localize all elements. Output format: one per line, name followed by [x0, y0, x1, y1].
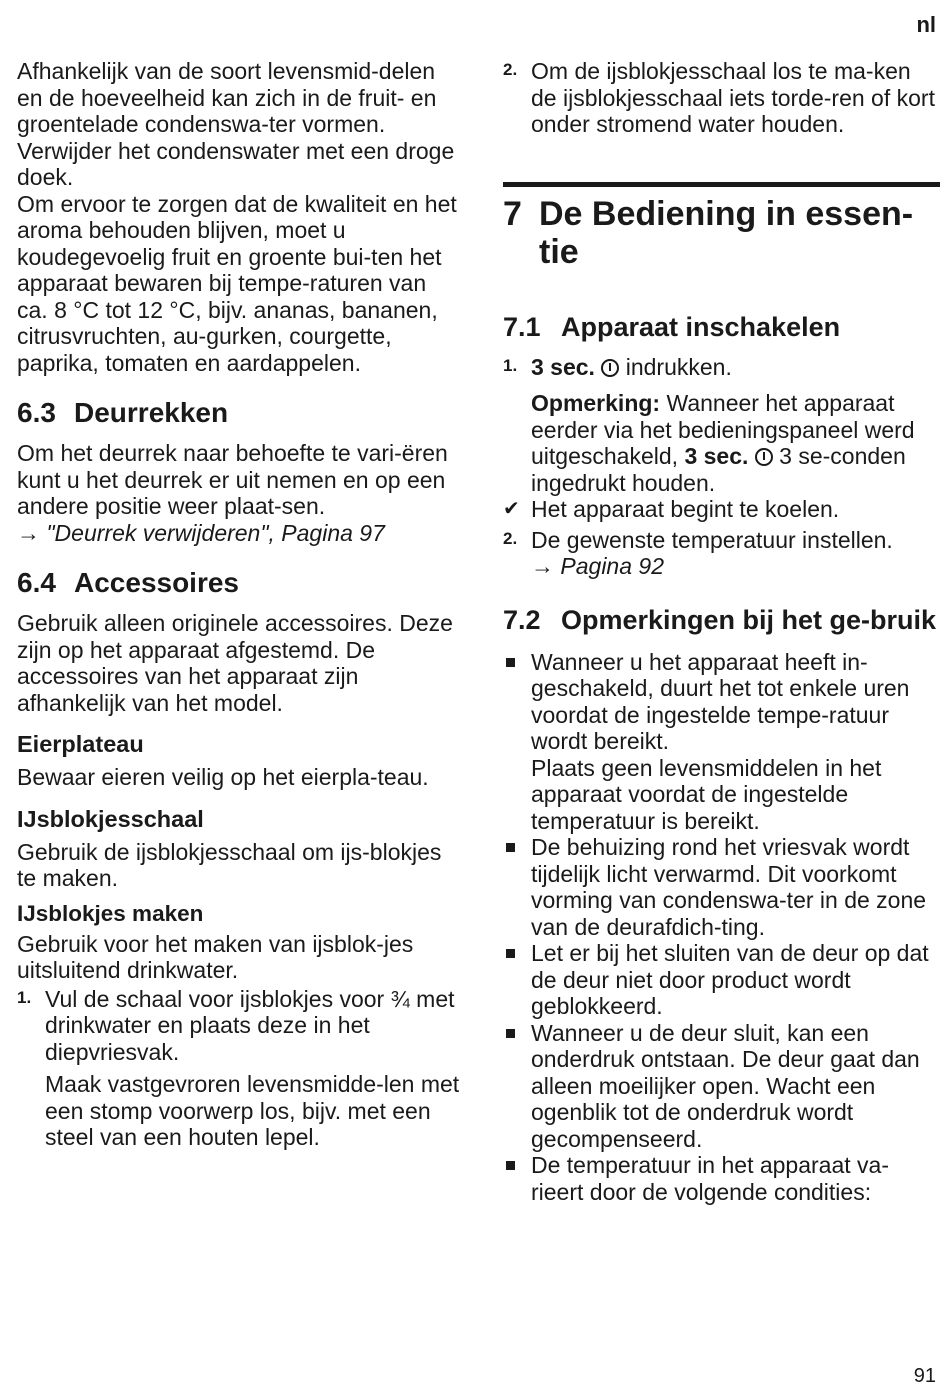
step-text: De gewenste temperatuur instellen.: [531, 526, 893, 553]
step-number: 1.: [503, 355, 518, 375]
instruction-step: [503, 527, 940, 580]
list-item-text: Wanneer u de deur sluit, kan een onderdruk ontstaan. De deur gaat dan alleen moeilijker open. Wacht een ogenblik tot de onderdruk wordt gecompenseerd.: [531, 1019, 920, 1152]
step-note: Maak vastgevroren levensmidde-len met een stomp voorwerp los, bijv. met een steel van een houten lepel.: [45, 1071, 460, 1150]
section-title: Accessoires: [74, 567, 240, 598]
instruction-step: [503, 354, 940, 497]
list-item-text: De behuizing rond het vriesvak wordt tijdelijk licht verwarmd. Dit voorkomt vorming van condenswa-ter in de zone van de deurafdich-ting.: [531, 834, 927, 940]
intro-paragraph: Om ervoor te zorgen dat de kwaliteit en het aroma behouden blijven, moet u koudegevoelig fruit en groente bui-ten het apparaat bewaren bij tempe-raturen van ca. 8 °C tot 12 °C, bijv. ananas, bananen, citrusvruchten, au-gurken, courgette, paprika, tomaten en aardappelen.: [17, 190, 457, 376]
section-title: Apparaat inschakelen: [561, 311, 841, 342]
subheading-ijsblokjesschaal: IJsblokjesschaal: [17, 805, 204, 832]
intro-paragraph: Verwijder het condenswater met een droge doek.: [17, 137, 455, 190]
bullet-list: [503, 649, 940, 1206]
section-title: Opmerkingen bij het ge-bruik: [561, 604, 937, 635]
list-item-text: Let er bij het sluiten van de deur op dat de deur niet door product wordt geblokkeerd.: [531, 940, 929, 1019]
section-text: Bewaar eieren veilig op het eierpla-teau.: [17, 764, 429, 790]
section-text: Gebruik alleen originele accessoires. Deze zijn op het apparaat afgestemd. De accessoires van het apparaat zijn afhankelijk van het model.: [17, 610, 453, 716]
chapter-title-text: De Bediening in essen-tie: [539, 194, 914, 271]
step-number: 1.: [17, 987, 32, 1007]
list-item: [503, 649, 940, 835]
note-text: 3 se-conden ingedrukt houden.: [531, 443, 906, 496]
list-item-text: Wanneer u het apparaat heeft in-geschakeld, duurt het tot enkele uren voordat de ingestelde tempe-ratuur wordt bereikt.: [531, 648, 910, 754]
power-button-icon: [755, 448, 773, 466]
section-number: 6.3: [17, 397, 56, 428]
note-label: Opmerking:: [531, 390, 661, 416]
step-text: indrukken.: [625, 353, 732, 380]
cross-reference-link[interactable]: → Pagina 92: [531, 553, 664, 579]
result-line: [503, 496, 940, 523]
list-item: [503, 1020, 940, 1153]
page-number: 91: [913, 1365, 936, 1387]
intro-paragraph: Afhankelijk van de soort levensmid-delen en de hoeveelheid kan zich in de fruit- en groentelade condenswa-ter vormen.: [17, 58, 437, 137]
chapter-number: 7: [503, 194, 522, 233]
cross-reference-link[interactable]: → "Deurrek verwijderen", Pagina 97: [17, 519, 385, 546]
list-item: [503, 1152, 940, 1205]
power-button-icon: [601, 359, 619, 377]
section-title: Deurrekken: [74, 397, 229, 428]
language-label: nl: [916, 12, 936, 37]
section-heading-7-2: [503, 604, 940, 637]
section-text: Gebruik voor het maken van ijsblok-jes uitsluitend drinkwater.: [17, 930, 414, 983]
section-heading-6-3: [17, 396, 462, 430]
section-number: 6.4: [17, 567, 56, 598]
section-heading-6-4: [17, 566, 462, 600]
chapter-title: [503, 195, 940, 271]
subheading-eierplateau: Eierplateau: [17, 731, 144, 757]
section-text: Gebruik de ijsblokjesschaal om ijs-blokjes te maken.: [17, 838, 442, 891]
list-item-text: Plaats geen levensmiddelen in het apparaat voordat de ingestelde temperatuur is bereikt.: [531, 754, 882, 834]
list-item: [503, 834, 940, 940]
note-text: Wanneer het apparaat eerder via het bedieningspaneel werd uitgeschakeld,: [531, 390, 915, 469]
chapter-heading-7: [503, 182, 940, 271]
duration-label: 3 sec.: [531, 353, 595, 380]
subheading-ijsblokjes-maken: IJsblokjes maken: [17, 900, 204, 926]
list-item: [503, 940, 940, 1020]
section-heading-7-1: [503, 311, 940, 344]
step-number: 2.: [503, 528, 518, 548]
instruction-step: [17, 986, 462, 1151]
result-text: Het apparaat begint te koelen.: [531, 496, 840, 522]
section-number: 7.1: [503, 311, 541, 342]
right-column: [503, 58, 940, 1205]
step-text: Om de ijsblokjesschaal los te ma-ken de ijsblokjesschaal iets torde-ren of kort onder stromend water houden.: [531, 58, 935, 137]
note-paragraph: [531, 390, 940, 496]
step-text: Vul de schaal voor ijsblokjes voor ¾ met drinkwater en plaats deze in het diepvriesvak.: [45, 985, 455, 1065]
left-column: [17, 58, 462, 1151]
section-number: 7.2: [503, 604, 541, 635]
step-number: 2.: [503, 60, 518, 79]
section-text: Om het deurrek naar behoefte te vari-ëren kunt u het deurrek er uit nemen en op een andere positie weer plaat-sen.: [17, 440, 448, 519]
list-item-text: De temperatuur in het apparaat va-rieert door de volgende condities:: [531, 1152, 889, 1205]
instruction-step: [503, 58, 940, 138]
note-duration: 3 sec.: [684, 443, 749, 469]
checkmark-icon: ✔: [503, 498, 520, 520]
